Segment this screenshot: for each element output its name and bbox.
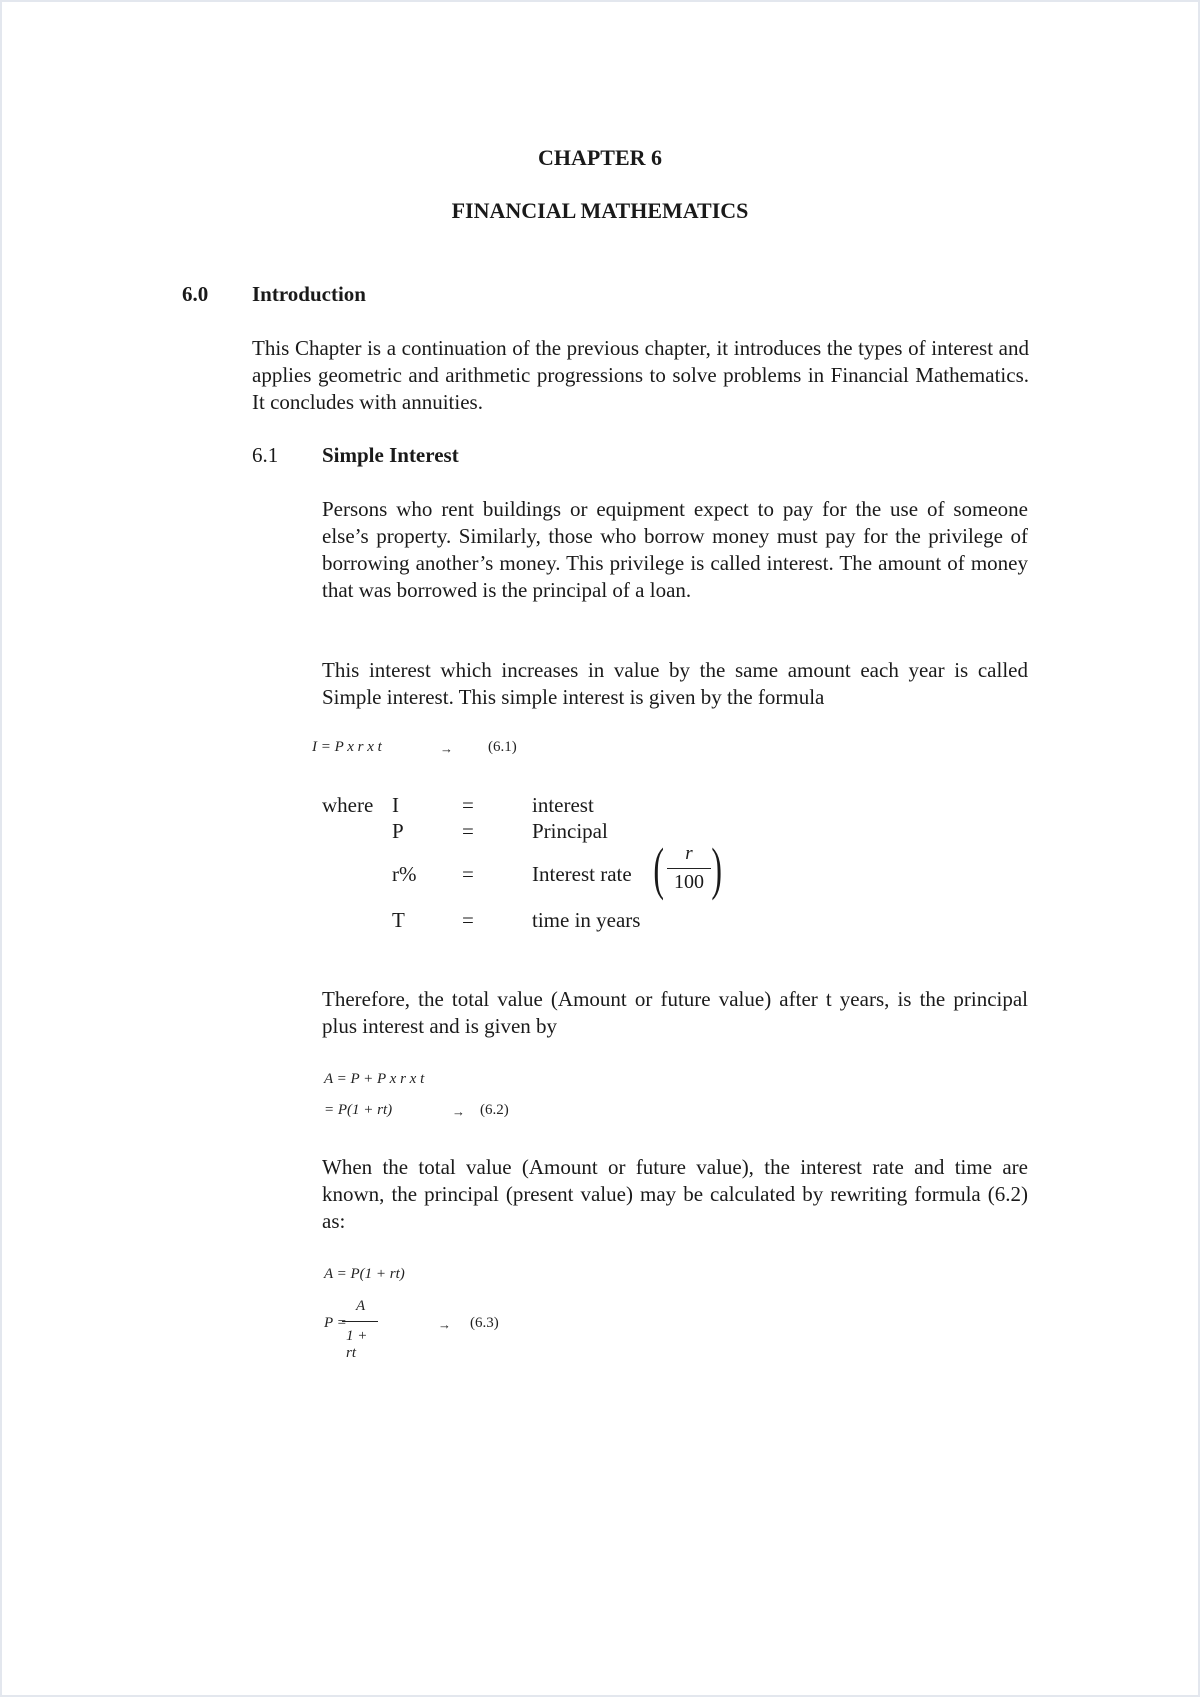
def-meaning-i: interest (532, 793, 594, 817)
section-title-intro: Introduction (252, 282, 366, 306)
def-equals-p: = (462, 819, 474, 843)
def-symbol-i: I (392, 793, 399, 817)
equation-6-3-arrow: → (438, 1317, 451, 1332)
equation-6-3-line1: A = P(1 + rt) (324, 1266, 405, 1282)
equation-6-3-numerator: A (356, 1298, 366, 1314)
fraction-numerator: r (685, 843, 693, 864)
right-paren: ) (711, 836, 722, 901)
section-number-simple: 6.1 (252, 443, 279, 467)
simple-paragraph-3: Therefore, the total value (Amount or future value) after t years, is the principal plus interest and is given by (322, 987, 1028, 1038)
def-meaning-p: Principal (532, 819, 608, 843)
def-symbol-t: T (392, 908, 405, 932)
simple-paragraph-4: When the total value (Amount or future value), the interest rate and time are known, the principal (present value) may be calculated by rewriting formula (6.2) as: (322, 1155, 1028, 1233)
equation-6-1-arrow: → (440, 741, 453, 756)
equation-6-3-bar (342, 1321, 378, 1322)
equation-6-3-ref: (6.3) (470, 1315, 499, 1331)
fraction-bar (667, 868, 711, 869)
equation-6-2-line1: A = P + P x r x t (324, 1071, 425, 1087)
def-equals-r: = (462, 862, 474, 886)
equation-6-2-line2: = P(1 + rt) (324, 1102, 393, 1118)
def-symbol-r: r% (392, 862, 417, 886)
intro-paragraph: This Chapter is a continuation of the previous chapter, it introduces the types of interest and applies geometric and arithmetic progressions to solve problems in Financial Mathematics. It concludes with annuities. (252, 336, 1029, 414)
equation-6-3-fraction (342, 1298, 378, 1361)
def-equals-i: = (462, 793, 474, 817)
section-number-intro: 6.0 (182, 282, 209, 306)
equation-6-1: I = P x r x t (312, 739, 382, 755)
equation-6-3-lhs: P = (324, 1315, 347, 1331)
section-title-simple: Simple Interest (322, 443, 459, 467)
equation-6-2-ref: (6.2) (480, 1102, 509, 1118)
simple-paragraph-2: This interest which increases in value by the same amount each year is called Simple interest. This simple interest is given by the formula (322, 658, 1028, 709)
simple-paragraph-1: Persons who rent buildings or equipment expect to pay for the use of someone else’s property. Similarly, those who borrow money must pay for the privilege of borrowing another’s money. This privilege is called interest. The amount of money that was borrowed is the principal of a loan. (322, 497, 1028, 602)
equation-6-1-ref: (6.1) (488, 739, 517, 755)
def-meaning-t: time in years (532, 908, 641, 932)
fraction-denominator: 100 (674, 871, 704, 893)
def-equals-t: = (462, 908, 474, 932)
where-label: where (322, 793, 374, 817)
equation-6-3-denominator: 1 + rt (346, 1328, 368, 1361)
def-symbol-p: P (392, 819, 404, 843)
left-paren: ( (653, 836, 664, 901)
chapter-heading: CHAPTER 6 (537, 145, 663, 170)
def-meaning-r: Interest rate (532, 862, 632, 886)
interest-rate-fraction (653, 836, 725, 902)
chapter-title: FINANCIAL MATHEMATICS (451, 198, 749, 223)
document-page (2, 2, 1198, 1695)
equation-6-2-arrow: → (452, 1104, 465, 1119)
